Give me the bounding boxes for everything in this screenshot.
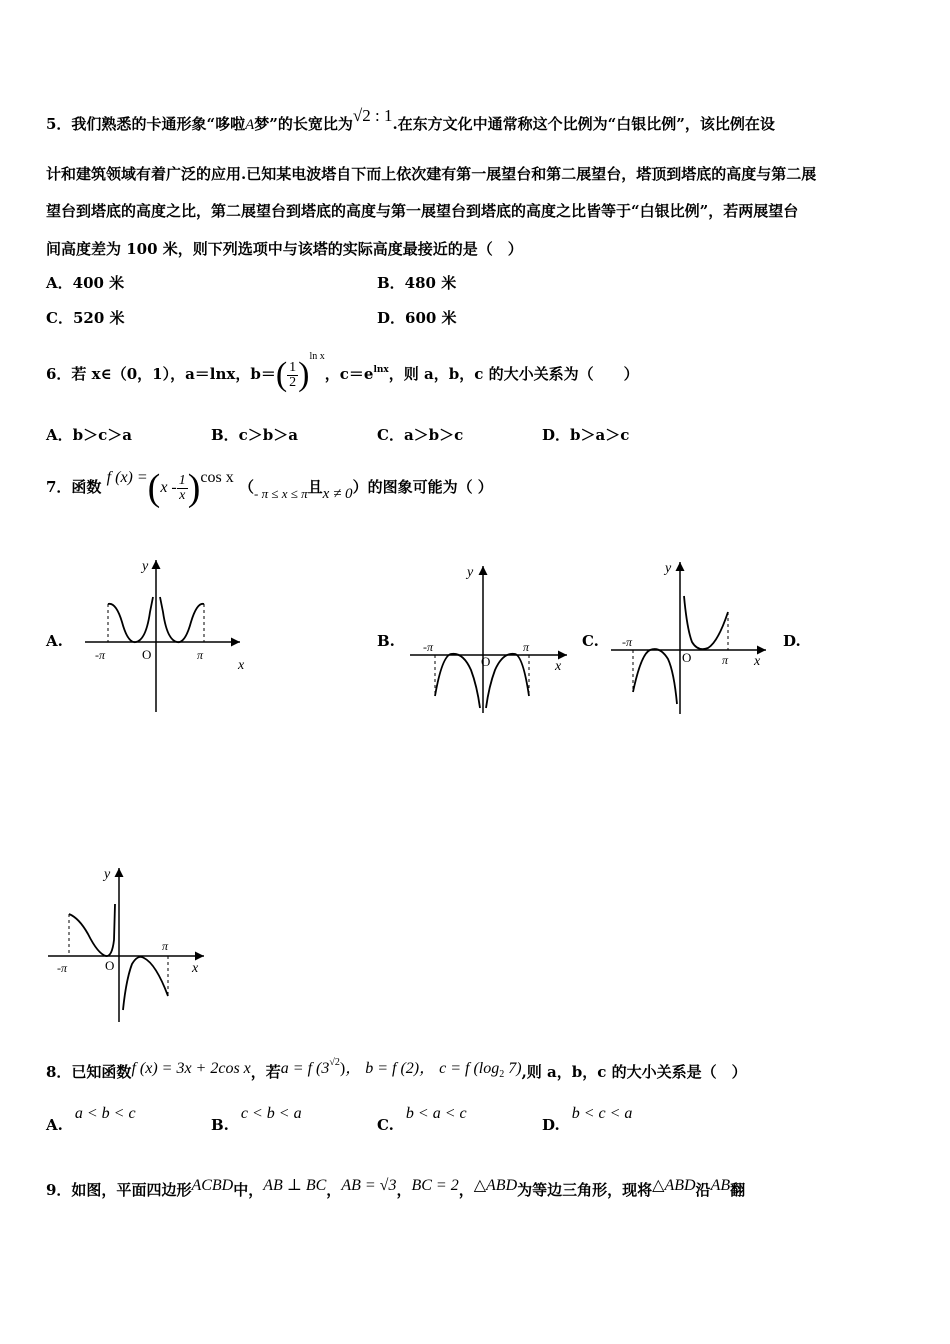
- q8-option-b-label: B.: [211, 1116, 229, 1134]
- q7-frac-num: 1: [178, 472, 186, 488]
- curve-right: [486, 654, 529, 708]
- q5-line2: 计和建筑领域有着广泛的应用.已知某电波塔自下而上依次建有第一展望台和第二展望台，塔顶到塔底的高度与第二展: [46, 165, 817, 183]
- q7-line: [46, 462, 493, 513]
- q9-ab: AB = √3: [341, 1177, 397, 1194]
- y-label: y: [104, 867, 111, 882]
- q8-option-b-expr: c < b < a: [240, 1105, 302, 1122]
- q5-lead: 5．我们熟悉的卡通形象“哆啦: [46, 115, 246, 133]
- q9-ab2: AB: [710, 1177, 731, 1194]
- q7-graph-d: [44, 860, 214, 1025]
- origin-label: O: [481, 654, 491, 669]
- q8-option-c-expr: b < a < c: [405, 1105, 467, 1122]
- q6-tail: ，则 a，b，c 的大小关系为（ ）: [388, 365, 639, 383]
- curve-right: [684, 596, 728, 649]
- q5-option-c: C．520 米: [46, 309, 125, 327]
- y-label: y: [142, 559, 149, 574]
- neg-pi-label: -π: [57, 961, 68, 975]
- q7-paren-x: x -: [160, 479, 177, 496]
- q5-option-b: B．480 米: [377, 274, 457, 292]
- q9-zhong: 中，: [233, 1181, 264, 1199]
- q8-a-exp: √2: [329, 1057, 340, 1068]
- q5-line4: 间高度差为 100 米，则下列选项中与该塔的实际高度最接近的是（ ）: [46, 240, 523, 258]
- q5-ratio: √2 : 1: [352, 106, 393, 125]
- q8-option-b: [211, 1105, 302, 1141]
- pi-label: π: [197, 648, 204, 662]
- q9-line: 9．如图，平面四边形ACBD中，AB ⊥ BC，AB = √3，BC = 2，△ABD为等边三角形，现将△ABD沿AB翻: [46, 1177, 746, 1199]
- q8-if: ，若: [250, 1063, 281, 1081]
- x-label: x: [238, 658, 245, 673]
- origin-label: O: [142, 647, 152, 662]
- q7-cond-and: 且: [307, 478, 323, 496]
- q9-lead: 9．如图，平面四边形: [46, 1181, 192, 1199]
- neg-pi-label: -π: [622, 635, 633, 649]
- pi-label: π: [523, 640, 530, 654]
- q6-lead: 6．若 x∈（0，1），a＝lnx，b＝: [46, 365, 276, 383]
- y-label: y: [665, 561, 672, 576]
- q5-option-a: A．400 米: [46, 274, 125, 292]
- q7-graph-c: [608, 554, 773, 719]
- q5-mid: 梦”的长宽比为: [254, 115, 353, 133]
- q7-label-a: A.: [46, 632, 63, 650]
- curve-left: [108, 597, 153, 642]
- q9-bc: BC = 2: [411, 1177, 459, 1194]
- q6-fraction: [287, 361, 298, 390]
- q5-line1: [46, 106, 775, 135]
- q8-option-a: [46, 1105, 136, 1141]
- q8-b-def: ， b = f (2): [345, 1060, 420, 1077]
- pi-label: π: [162, 939, 169, 953]
- q8-lead: 8．已知函数: [46, 1063, 132, 1081]
- q7-right-paren: ): [187, 467, 201, 509]
- origin-label: O: [105, 958, 115, 973]
- q8-a-close: ): [339, 1060, 346, 1077]
- q5-option-d: D．600 米: [377, 309, 457, 327]
- q6-option-b: B．c＞b＞a: [211, 426, 299, 444]
- q8-option-a-expr: a < b < c: [74, 1105, 136, 1122]
- q7-func: f (x) =: [106, 469, 148, 486]
- q6-c-exponent: lnx: [373, 365, 389, 375]
- q8-c-def-post: 7): [504, 1060, 522, 1077]
- q8-option-d: [542, 1105, 633, 1141]
- q6-frac-den: 2: [289, 374, 297, 390]
- curve-left: [69, 904, 115, 956]
- q5-tail: .在东方文化中通常称这个比例为“白银比例”，该比例在设: [392, 115, 775, 133]
- x-label: x: [555, 659, 562, 674]
- q6-left-paren: (: [275, 356, 288, 393]
- q8-a-def: a = f (3: [280, 1060, 330, 1077]
- q7-cos: cos x: [200, 469, 234, 486]
- q7-graph-b: [405, 558, 580, 718]
- x-label: x: [192, 961, 199, 976]
- q7-frac-den: x: [179, 487, 186, 503]
- q8-c-sub: 2: [499, 1069, 505, 1080]
- q9-fan: 翻: [730, 1181, 746, 1199]
- q8-option-c-label: C.: [377, 1116, 394, 1134]
- q9-perp: AB ⊥ BC: [263, 1177, 327, 1194]
- q6-right-paren: ): [298, 356, 310, 393]
- q6-line: [46, 348, 639, 403]
- curve-left: [633, 649, 677, 704]
- q9-quad: ACBD: [191, 1177, 234, 1194]
- q7-cond1: - π ≤ x ≤ π: [254, 486, 308, 501]
- q7-graph-a: [80, 552, 265, 717]
- q8-c-def-pre: ， c = f (log: [419, 1060, 500, 1077]
- q6-option-d: D．b＞a＞c: [542, 426, 630, 444]
- y-label: y: [467, 565, 474, 580]
- q9-eq: 为等边三角形，现将: [517, 1181, 653, 1199]
- q6-mid: ，c＝e: [324, 365, 374, 383]
- q8-option-c: [377, 1105, 467, 1141]
- neg-pi-label: -π: [423, 640, 434, 654]
- curve-right: [160, 597, 204, 642]
- q7-fraction: [177, 474, 188, 503]
- q5-line3: 望台到塔底的高度之比，第二展望台到塔底的高度与第一展望台到塔底的高度之比皆等于“白银比例”，若两展望台: [46, 202, 799, 220]
- q8-option-d-expr: b < c < a: [571, 1105, 633, 1122]
- q6-frac-num: 1: [289, 359, 297, 375]
- curve-right: [123, 957, 168, 1010]
- q9-tri2: △ABD: [652, 1177, 696, 1194]
- q8-func: f (x) = 3x + 2cos x: [131, 1060, 251, 1077]
- q8-option-a-label: A.: [46, 1116, 63, 1134]
- q8-option-d-label: D.: [542, 1116, 560, 1134]
- q9-along: 沿: [695, 1181, 711, 1199]
- q7-label-d: D.: [783, 632, 801, 650]
- pi-label: π: [722, 653, 729, 667]
- q7-lead: 7．函数: [46, 478, 102, 496]
- q7-tail: ）的图象可能为（ ）: [352, 478, 493, 496]
- q9-tri: △ABD: [473, 1177, 518, 1194]
- q7-left-paren: (: [147, 467, 161, 509]
- origin-label: O: [682, 650, 692, 665]
- q5-a-letter: A: [245, 117, 255, 133]
- q7-cond-open: （: [238, 478, 254, 496]
- q6-exponent: ln x: [309, 351, 325, 362]
- q8-tail: ,则 a，b，c 的大小关系是（ ）: [521, 1063, 747, 1081]
- q7-label-b: B.: [377, 632, 395, 650]
- neg-pi-label: -π: [95, 648, 106, 662]
- x-label: x: [754, 654, 761, 669]
- q6-option-c: C．a＞b＞c: [377, 426, 464, 444]
- q6-option-a: A．b＞c＞a: [46, 426, 132, 444]
- q7-label-c: C.: [582, 632, 599, 650]
- q7-cond2: x ≠ 0: [322, 486, 353, 502]
- q8-line: [46, 1057, 747, 1085]
- curve-left: [435, 654, 480, 708]
